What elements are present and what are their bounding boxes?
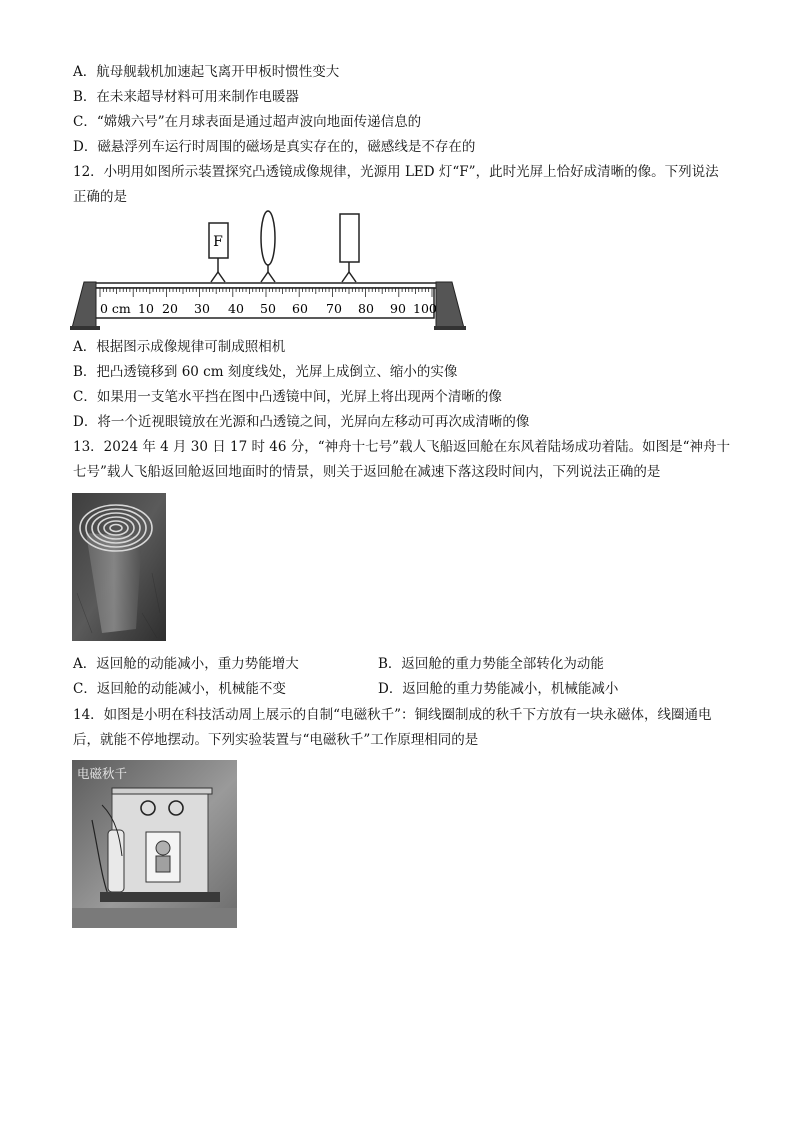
ruler-label-90: 90 bbox=[390, 301, 406, 316]
q13-option-b: B．返回舱的重力势能全部转化为动能 bbox=[378, 656, 604, 672]
ruler-label-40: 40 bbox=[228, 301, 244, 316]
return-capsule-photo bbox=[72, 493, 166, 641]
ruler-label-70: 70 bbox=[326, 301, 342, 316]
q11-option-b: B．在未来超导材料可用来制作电暖器 bbox=[73, 89, 299, 105]
light-screen bbox=[340, 214, 359, 262]
light-source-letter: F bbox=[213, 234, 223, 250]
ruler-label-20: 20 bbox=[162, 301, 178, 316]
q12-option-b: B．把凸透镜移到 60 cm 刻度线处，光屏上成倒立、缩小的实像 bbox=[73, 364, 458, 380]
swing-base bbox=[100, 892, 220, 902]
q11-option-a: A．航母舰载机加速起飞离开甲板时惯性变大 bbox=[73, 64, 340, 80]
swing-photo-caption: 电磁秋千 bbox=[77, 766, 128, 781]
q13-option-c: C．返回舱的动能减小，机械能不变 bbox=[73, 681, 286, 697]
q13-stem-line2: 七号”载人飞船返回舱返回地面时的情景，则关于返回舱在减速下落这段时间内，下列说法正确的是 bbox=[73, 464, 661, 480]
ruler-label-100: 100 bbox=[413, 301, 437, 316]
convex-lens bbox=[261, 211, 275, 265]
ruler-label-80: 80 bbox=[358, 301, 374, 316]
q11-option-c: C．“嫦娥六号”在月球表面是通过超声波向地面传递信息的 bbox=[73, 114, 422, 130]
q13-option-a: A．返回舱的动能减小，重力势能增大 bbox=[73, 656, 299, 672]
ruler-label-50: 50 bbox=[260, 301, 276, 316]
q11-option-d: D．磁悬浮列车运行时周围的磁场是真实存在的，磁感线是不存在的 bbox=[73, 139, 476, 155]
bench-left-stand bbox=[72, 282, 96, 328]
optical-bench-figure bbox=[70, 210, 466, 332]
q12-option-c: C．如果用一支笔水平挡在图中凸透镜中间，光屏上将出现两个清晰的像 bbox=[73, 389, 502, 405]
q14-stem-line2: 后，就能不停地摆动。下列实验装置与“电磁秋千”工作原理相同的是 bbox=[73, 732, 479, 748]
ruler-label-10: 10 bbox=[138, 301, 154, 316]
bench-right-stand bbox=[436, 282, 464, 328]
electromagnetic-swing-photo bbox=[72, 760, 237, 928]
ruler-label-60: 60 bbox=[292, 301, 308, 316]
battery bbox=[108, 830, 124, 892]
ruler-label-30: 30 bbox=[194, 301, 210, 316]
q13-option-d: D．返回舱的重力势能减小，机械能减小 bbox=[378, 681, 619, 697]
ruler-unit-label: 0 cm bbox=[100, 301, 131, 316]
q14-stem-line1: 14．如图是小明在科技活动周上展示的自制“电磁秋千”：铜线圈制成的秋千下方放有一块永磁体，线圈通电 bbox=[73, 707, 712, 723]
q12-option-d: D．将一个近视眼镜放在光源和凸透镜之间，光屏向左移动可再次成清晰的像 bbox=[73, 414, 530, 430]
q13-stem-line1: 13．2024 年 4 月 30 日 17 时 46 分，“神舟十七号”载人飞船返回舱在东风着陆场成功着陆。如图是“神舟十 bbox=[73, 439, 730, 455]
q12-stem-line2: 正确的是 bbox=[73, 189, 127, 205]
q12-stem-line1: 12．小明用如图所示装置探究凸透镜成像规律，光源用 LED 灯“F”，此时光屏上恰好成清晰的像。下列说法 bbox=[73, 164, 719, 180]
q12-option-a: A．根据图示成像规律可制成照相机 bbox=[73, 339, 286, 355]
